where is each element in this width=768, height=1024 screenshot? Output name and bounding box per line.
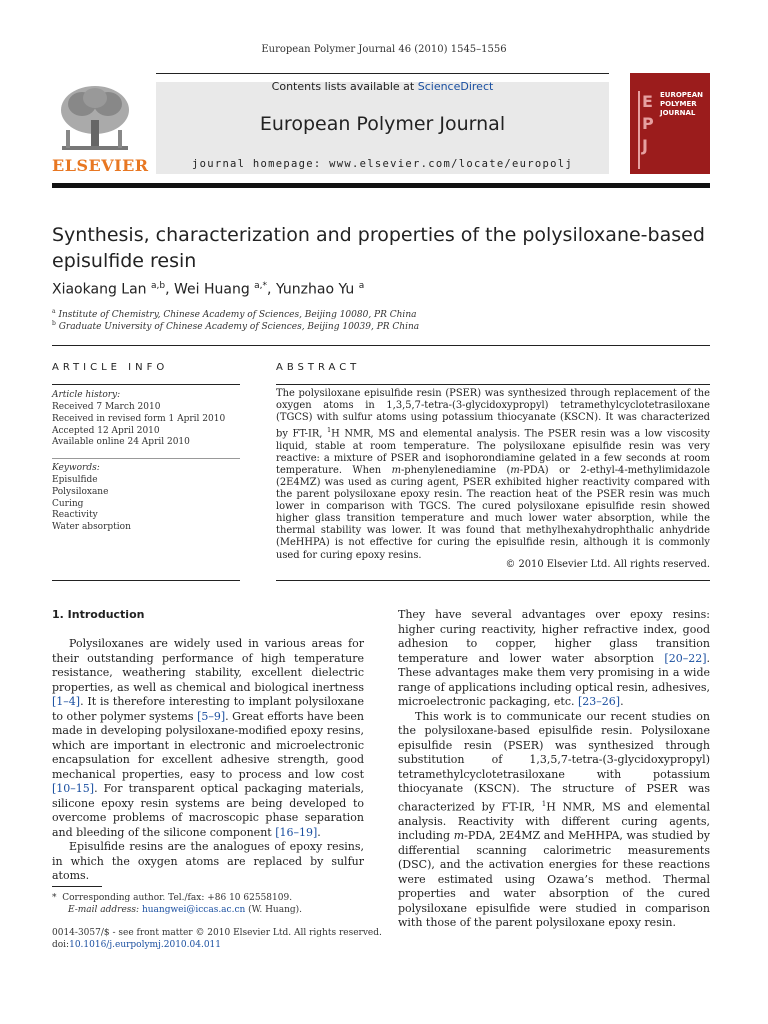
history-item: Received in revised form 1 April 2010 xyxy=(52,413,226,424)
abstract-italic: m xyxy=(510,464,520,476)
text-run: . xyxy=(317,825,321,839)
affiliation-text: Graduate University of Chinese Academy of Sciences, Beijing 10039, PR China xyxy=(58,322,420,332)
abstract-part: -phenylenediamine ( xyxy=(400,464,511,476)
text-run: . It is therefore interesting to implant polysiloxane to other polymer systems xyxy=(52,695,364,723)
abstract-rule xyxy=(276,384,710,385)
doi-line xyxy=(52,939,382,951)
elsevier-logo-text: ELSEVIER xyxy=(52,156,149,175)
front-matter-info xyxy=(52,927,382,951)
text-run: . For transparent optical packaging materials, silicone epoxy resin systems are being developed to overcome problems of macroscopic phase separation and bleeding of the silicone component xyxy=(52,782,364,839)
copyright-notice: © 2010 Elsevier Ltd. All rights reserved. xyxy=(505,559,710,570)
keywords-rule xyxy=(52,458,240,459)
abstract-bottom-rule xyxy=(276,580,710,581)
text-run: . These advantages make them very promising in a wide range of applications including optical resin, adhesives, microelectronic packaging, etc. xyxy=(398,651,710,708)
author-name: Yunzhao Yu xyxy=(275,281,355,298)
citation-link[interactable]: [5–9] xyxy=(197,709,226,723)
cover-epj-letters xyxy=(638,91,658,169)
citation-link[interactable]: [10–15] xyxy=(52,782,95,795)
abstract-text xyxy=(276,388,710,562)
cover-letter-p: P xyxy=(642,114,654,133)
journal-homepage[interactable]: journal homepage: www.elsevier.com/locate/europolj xyxy=(191,158,574,170)
abstract-part: The polysiloxane episulfide resin (PSER) was synthesized through replacement of the oxygen atoms in 1,3,5,7-tetra-(3-glycidoxypropyl) tetramethylcyclotetrasiloxane (TGCS) with sulfur atoms using potassium thiocyanate (KSCN). It was characterized by FT-IR, xyxy=(276,388,710,440)
article-info-heading: ARTICLE INFO xyxy=(52,362,169,373)
citation-link[interactable]: [16–19] xyxy=(275,825,318,839)
keyword-item[interactable]: Polysiloxane xyxy=(52,486,109,497)
text-run: -PDA, 2E4MZ and MeHHPA, was studied by differential scanning calorimetric measurements (DSC), and the activation energies for these reactions were estimated using Ozawa’s method. Thermal properties and water absorption of the cured polysiloxane episulfide were studied in comparison with those of the parent polysiloxane epoxy resin. xyxy=(398,829,710,930)
author-affil-mark[interactable]: a,* xyxy=(254,281,268,291)
history-item: Accepted 12 April 2010 xyxy=(52,425,160,436)
email-note xyxy=(52,904,382,916)
doi-link[interactable]: 10.1016/j.eurpolymj.2010.04.011 xyxy=(69,940,222,950)
email-suffix: (W. Huang). xyxy=(245,905,303,915)
journal-citation: European Polymer Journal 46 (2010) 1545–1556 xyxy=(261,44,507,55)
author-affil-mark: a xyxy=(358,281,365,291)
intro-paragraph: Episulfide resins are the analogues of epoxy resins, in which the oxygen atoms are replaced by sulfur atoms. xyxy=(52,840,364,882)
corresponding-author-note xyxy=(52,892,382,904)
citation-link[interactable]: [23–26] xyxy=(578,695,621,708)
text-run: They have several advantages over epoxy resins: higher curing reactivity, higher refractive index, good adhesion to copper, higher glass transition temperature and lower water absorption xyxy=(398,608,710,665)
section-rule xyxy=(52,345,710,346)
footnote-mark: * xyxy=(52,893,57,903)
text-run: This work is to communicate our recent studies on the polysiloxane-based episulfide resin. Polysiloxane episulfide resin (PSER) was synthesized through substitution of 1,3,5,7-tetra-(3-glycidoxypropyl) tetramethylcyclotetrasiloxane with potassium thiocyanate (KSCN). The structure of PSER was characterized by FT-IR, xyxy=(398,709,710,814)
superscript: 1 xyxy=(541,799,547,808)
keyword-item[interactable]: Episulfide xyxy=(52,475,98,485)
journal-title: European Polymer Journal xyxy=(259,113,506,135)
citation-link[interactable]: [1–4] xyxy=(52,695,81,708)
abstract-part: -PDA) or 2-ethyl-4-methylimidazole (2E4MZ) was used as curing agent, PSER exhibited higher reactivity compared with the parent polysiloxane epoxy resin. The reaction heat of the PSER resin was much lower in comparison with TGCS. The cured polysiloxane episulfide resin showed higher glass transition temperature and much lower water absorption, while the thermal stability was lower. It was found that methylhexahydrophthalic anhydride (MeHHPA) is not effective for curing the episulfide resin, although it is commonly used for curing epoxy resins. xyxy=(276,464,710,561)
intro-paragraph xyxy=(52,637,364,840)
contents-line xyxy=(156,80,609,93)
intro-paragraph xyxy=(398,710,710,931)
affiliation-text: Institute of Chemistry, Chinese Academy of Sciences, Beijing 10080, PR China xyxy=(58,310,417,320)
email-label: E-mail address: xyxy=(68,905,142,915)
sciencedirect-link[interactable]: ScienceDirect xyxy=(417,80,494,93)
abstract-sup: 1 xyxy=(327,426,332,435)
affiliation-mark: a xyxy=(52,308,56,315)
header-rule xyxy=(156,73,609,74)
article-info-bottom-rule xyxy=(52,580,240,581)
italic-run: m xyxy=(453,829,465,843)
text-run: H NMR, MS and elemental analysis. Reactivity with different curing agents, including xyxy=(398,800,710,843)
keywords-list xyxy=(52,475,131,534)
footnote-rule xyxy=(52,886,102,887)
body-column-left xyxy=(52,637,364,884)
history-list xyxy=(52,402,225,449)
journal-cover-image xyxy=(630,73,710,174)
footnote-text: Corresponding author. Tel./fax: +86 10 62558109. xyxy=(62,893,293,903)
cover-letter-e: E xyxy=(642,92,653,111)
cover-title: EUROPEAN POLYMER JOURNAL xyxy=(660,91,703,117)
contents-prefix: Contents lists available at xyxy=(271,80,418,93)
abstract-part: H NMR, MS and elemental analysis. The PSER resin was a low viscosity liquid, stable at room temperature. The polysiloxane episulfide resin was very reactive: a mixture of PSER and isophorondiamine gelated in a few seconds at room temperature. When xyxy=(276,428,710,476)
abstract-heading: ABSTRACT xyxy=(276,362,361,373)
keyword-item[interactable]: Reactivity xyxy=(52,510,98,521)
email-link[interactable]: huangwei@iccas.ac.cn xyxy=(141,905,246,915)
author-name: Xiaokang Lan xyxy=(52,281,147,298)
affiliation xyxy=(52,308,416,320)
doi-prefix: doi: xyxy=(52,940,70,950)
issn-line: 0014-3057/$ - see front matter © 2010 Elsevier Ltd. All rights reserved. xyxy=(52,928,382,938)
body-column-right xyxy=(398,608,710,931)
article-info-rule xyxy=(52,384,240,385)
text-run: Polysiloxanes are widely used in various areas for their outstanding performance of high temperature resistance, weathering stability, excellent dielectric properties, as well as chemical and biological inertness xyxy=(52,637,364,694)
intro-paragraph xyxy=(398,608,710,710)
header-thick-rule xyxy=(52,183,710,188)
history-item: Received 7 March 2010 xyxy=(52,402,161,412)
text-run: . xyxy=(620,695,624,708)
author-list: Xiaokang Lan $^{a,b}$, Wei Huang $^{a,*}$, Yunzhao Yu $^a$ xyxy=(52,281,365,298)
author-name: Wei Huang xyxy=(173,281,250,298)
history-item: Available online 24 April 2010 xyxy=(52,437,190,448)
article-title: Synthesis, characterization and properties of the polysiloxane-based episulfide resin xyxy=(52,224,705,272)
keyword-item[interactable]: Water absorption xyxy=(52,522,131,533)
text-run: . Great efforts have been made in developing polysiloxane-modified epoxy resins, which are important in electronic and microelectronic encapsulation for excellent adhesive strength, good mechanical properties, easy to process and low cost xyxy=(52,709,364,781)
affiliation-mark: b xyxy=(52,320,56,327)
introduction-heading: 1. Introduction xyxy=(52,608,145,621)
elsevier-tree-logo xyxy=(52,82,138,156)
abstract-italic: m xyxy=(391,464,401,476)
footnote xyxy=(52,892,382,916)
history-label: Article history: xyxy=(52,390,121,400)
citation-link[interactable]: [20–22] xyxy=(664,651,707,665)
keywords-label: Keywords: xyxy=(52,463,100,473)
keyword-item[interactable]: Curing xyxy=(52,498,84,509)
author-affil-mark: a,b xyxy=(150,281,166,291)
affiliation xyxy=(52,320,419,332)
cover-letter-j: J xyxy=(642,136,648,155)
